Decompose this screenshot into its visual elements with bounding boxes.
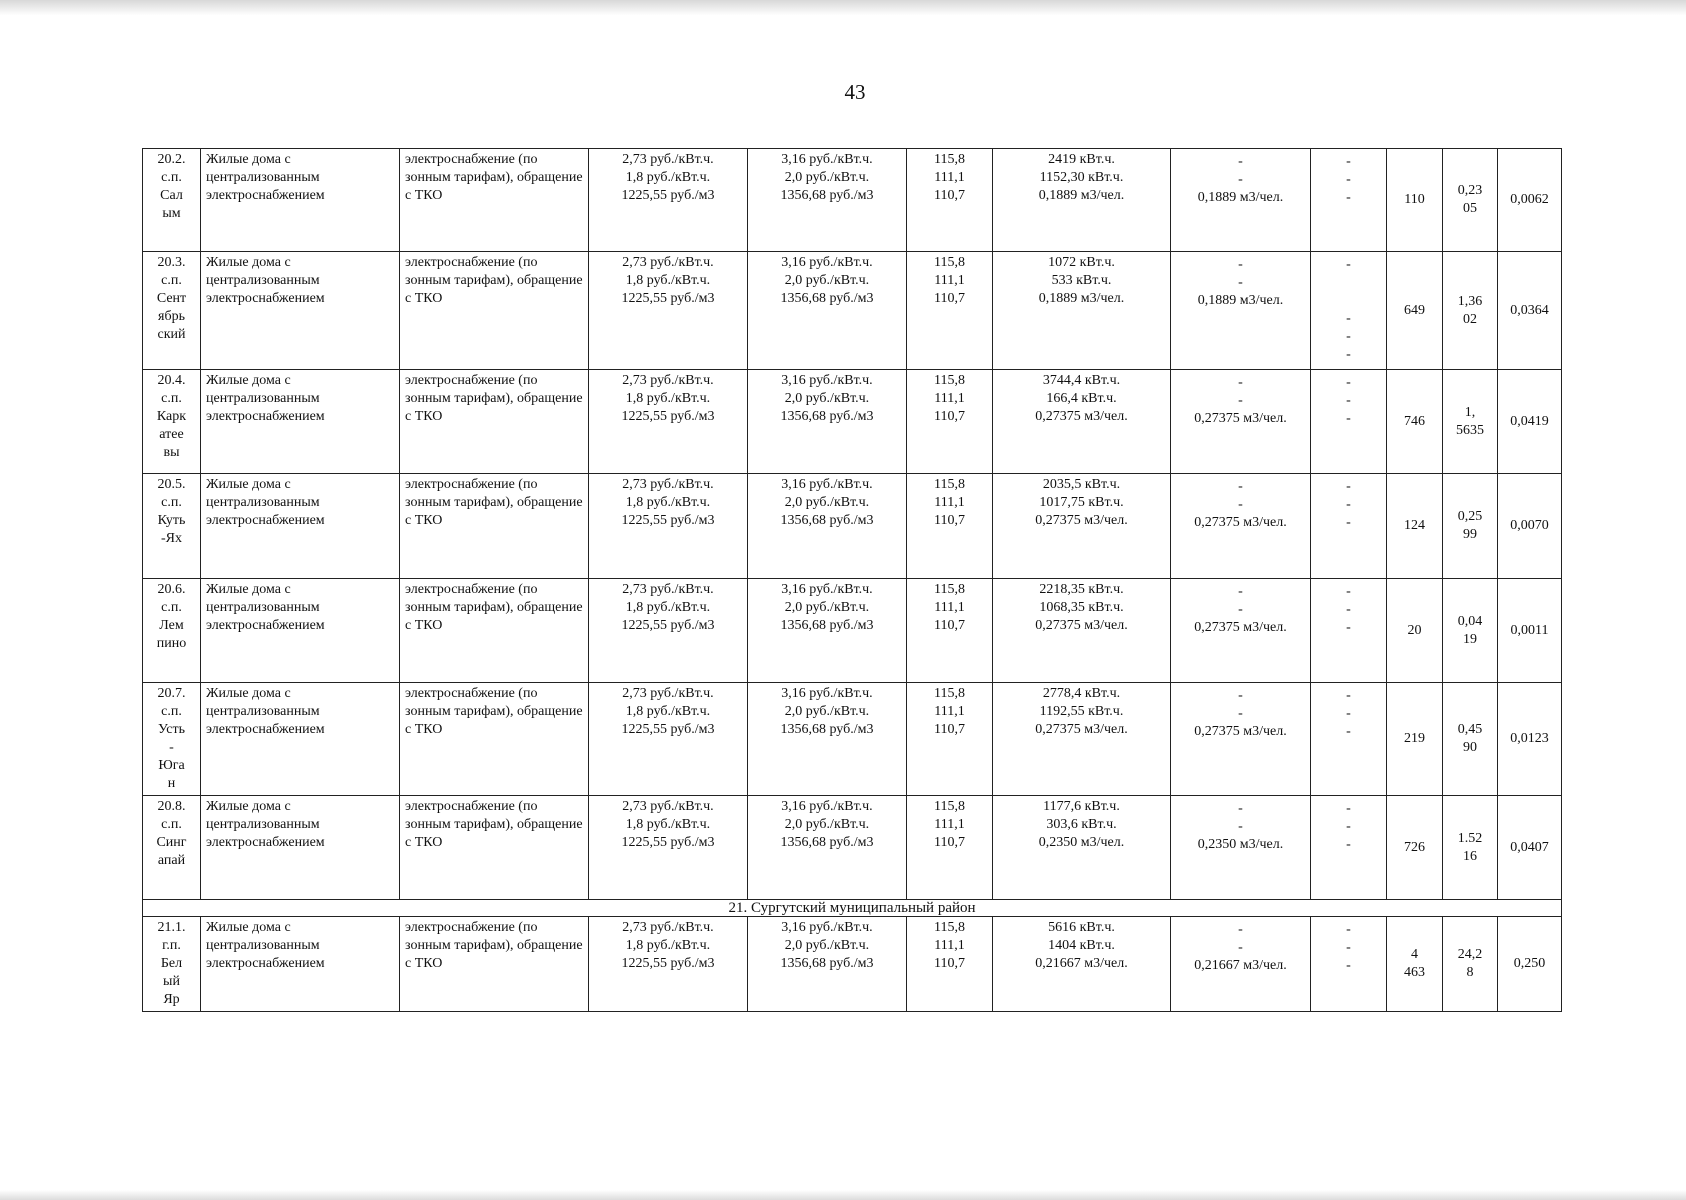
cell-service-text: электроснабжение (по зонным тарифам), обращение с ТКО: [405, 255, 583, 306]
cell-code-text: 20.2. с.п. Сал ым: [157, 152, 186, 221]
cell-dash-text: - - - -: [1346, 257, 1351, 362]
cell-value: [1498, 252, 1562, 370]
cell-norm-text: - - 0,2350 м3/чел.: [1197, 801, 1284, 852]
cell-code-text: 20.6. с.п. Лем пино: [156, 582, 187, 651]
cell-code: [143, 796, 201, 900]
cell-object-text: Жилые дома с централизованным электроснабжением: [206, 799, 325, 850]
cell-population: [1387, 252, 1443, 370]
cell-index-text: 115,8 111,1 110,7: [934, 152, 965, 203]
section-title: 21. Сургутский муниципальный район: [143, 900, 1562, 917]
cell-tariff-after: [748, 683, 907, 796]
cell-dash: [1311, 474, 1387, 579]
cell-service-text: электроснабжение (по зонным тарифам), обращение с ТКО: [405, 582, 583, 633]
cell-population-text: 726: [1404, 839, 1425, 855]
cell-volume-text: 2778,4 кВт.ч. 1192,55 кВт.ч. 0,27375 м3/чел.: [1035, 686, 1128, 737]
cell-dash-text: - - -: [1346, 154, 1351, 205]
cell-service: [400, 370, 589, 474]
cell-value-text: 0,0419: [1510, 413, 1549, 429]
cell-share-text: 1, 5635: [1456, 404, 1484, 438]
scan-edge-top: [0, 0, 1686, 22]
cell-service: [400, 917, 589, 1012]
table-body: [143, 149, 1562, 1012]
cell-value-text: 0,0364: [1510, 302, 1549, 318]
cell-index: [907, 796, 993, 900]
cell-volume-text: 2419 кВт.ч. 1152,30 кВт.ч. 0,1889 м3/чел.: [1038, 152, 1125, 203]
cell-norm: [1171, 796, 1311, 900]
cell-population-text: 649: [1404, 302, 1425, 318]
cell-share: [1443, 917, 1498, 1012]
cell-volume: [993, 149, 1171, 252]
cell-index-text: 115,8 111,1 110,7: [934, 477, 965, 528]
cell-object-text: Жилые дома с централизованным электроснабжением: [206, 255, 325, 306]
cell-share: [1443, 252, 1498, 370]
cell-norm-text: - - 0,27375 м3/чел.: [1194, 375, 1287, 426]
cell-service: [400, 579, 589, 683]
cell-object: [201, 579, 400, 683]
cell-tariff-after: [748, 917, 907, 1012]
table-row: [143, 370, 1562, 474]
cell-tariff-after: [748, 474, 907, 579]
cell-tariff-before: [589, 683, 748, 796]
cell-dash: [1311, 796, 1387, 900]
cell-volume: [993, 796, 1171, 900]
cell-dash: [1311, 149, 1387, 252]
cell-norm-text: - - 0,27375 м3/чел.: [1194, 688, 1287, 739]
cell-object-text: Жилые дома с централизованным электроснабжением: [206, 920, 325, 971]
cell-service: [400, 683, 589, 796]
cell-object: [201, 474, 400, 579]
table-row: [143, 474, 1562, 579]
cell-value: [1498, 370, 1562, 474]
table-row: [143, 917, 1562, 1012]
cell-population: [1387, 579, 1443, 683]
cell-tariff-before-text: 2,73 руб./кВт.ч. 1,8 руб./кВт.ч. 1225,55 руб./м3: [621, 799, 715, 850]
table-row: [143, 796, 1562, 900]
cell-tariff-after: [748, 252, 907, 370]
cell-service: [400, 252, 589, 370]
cell-index: [907, 149, 993, 252]
cell-index: [907, 683, 993, 796]
cell-norm: [1171, 149, 1311, 252]
cell-population: [1387, 370, 1443, 474]
cell-code: [143, 917, 201, 1012]
cell-index-text: 115,8 111,1 110,7: [934, 255, 965, 306]
cell-tariff-before-text: 2,73 руб./кВт.ч. 1,8 руб./кВт.ч. 1225,55 руб./м3: [621, 686, 715, 737]
cell-tariff-after: [748, 370, 907, 474]
cell-object: [201, 796, 400, 900]
cell-object-text: Жилые дома с централизованным электроснабжением: [206, 373, 325, 424]
cell-code-text: 20.8. с.п. Синг апай: [156, 799, 187, 868]
cell-share-text: 0,23 05: [1457, 183, 1483, 216]
cell-object-text: Жилые дома с централизованным электроснабжением: [206, 686, 325, 737]
cell-volume: [993, 579, 1171, 683]
cell-norm-text: - - 0,1889 м3/чел.: [1197, 257, 1284, 308]
cell-tariff-before-text: 2,73 руб./кВт.ч. 1,8 руб./кВт.ч. 1225,55 руб./м3: [621, 920, 715, 971]
cell-value-text: 0,0407: [1510, 839, 1549, 855]
cell-population-text: 124: [1404, 518, 1425, 533]
scan-edge-bottom: [0, 1190, 1686, 1200]
cell-population-text: 110: [1404, 192, 1425, 207]
cell-tariff-after-text: 3,16 руб./кВт.ч. 2,0 руб./кВт.ч. 1356,68 руб./м3: [780, 920, 874, 971]
cell-value-text: 0,0062: [1510, 192, 1549, 207]
cell-tariff-after-text: 3,16 руб./кВт.ч. 2,0 руб./кВт.ч. 1356,68 руб./м3: [780, 582, 874, 633]
cell-service: [400, 796, 589, 900]
cell-service-text: электроснабжение (по зонным тарифам), обращение с ТКО: [405, 799, 583, 850]
cell-object: [201, 917, 400, 1012]
cell-code-text: 20.5. с.п. Куть -Ях: [157, 477, 186, 546]
cell-volume-text: 2218,35 кВт.ч. 1068,35 кВт.ч. 0,27375 м3/чел.: [1035, 582, 1128, 633]
cell-index: [907, 370, 993, 474]
cell-value-text: 0,0123: [1510, 731, 1549, 746]
cell-norm-text: - - 0,27375 м3/чел.: [1194, 479, 1287, 530]
cell-volume-text: 3744,4 кВт.ч. 166,4 кВт.ч. 0,27375 м3/чел.: [1035, 373, 1128, 424]
cell-dash-text: - - -: [1346, 479, 1351, 530]
cell-norm: [1171, 683, 1311, 796]
cell-object-text: Жилые дома с централизованным электроснабжением: [206, 477, 325, 528]
cell-share-text: 1,36 02: [1457, 293, 1483, 327]
cell-share-text: 0,25 99: [1457, 509, 1483, 542]
cell-index: [907, 474, 993, 579]
cell-population-text: 20: [1407, 622, 1422, 638]
cell-population: [1387, 474, 1443, 579]
cell-value: [1498, 917, 1562, 1012]
cell-volume: [993, 474, 1171, 579]
table-row: [143, 252, 1562, 370]
cell-population: [1387, 683, 1443, 796]
cell-dash-text: - - -: [1346, 688, 1351, 739]
cell-index-text: 115,8 111,1 110,7: [934, 373, 965, 424]
cell-object-text: Жилые дома с централизованным электроснабжением: [206, 152, 325, 203]
cell-index: [907, 579, 993, 683]
cell-index: [907, 252, 993, 370]
cell-share: [1443, 683, 1498, 796]
cell-tariff-before-text: 2,73 руб./кВт.ч. 1,8 руб./кВт.ч. 1225,55 руб./м3: [621, 582, 715, 633]
cell-norm: [1171, 917, 1311, 1012]
cell-norm-text: - - 0,1889 м3/чел.: [1197, 154, 1284, 205]
cell-share: [1443, 149, 1498, 252]
cell-dash: [1311, 370, 1387, 474]
cell-tariff-before-text: 2,73 руб./кВт.ч. 1,8 руб./кВт.ч. 1225,55 руб./м3: [621, 152, 715, 203]
cell-code-text: 20.4. с.п. Карк атее вы: [156, 373, 187, 460]
cell-dash-text: - - -: [1346, 922, 1351, 973]
cell-code-text: 21.1. г.п. Бел ый Яр: [157, 920, 186, 1007]
cell-volume-text: 5616 кВт.ч. 1404 кВт.ч. 0,21667 м3/чел.: [1035, 920, 1128, 971]
cell-tariff-before-text: 2,73 руб./кВт.ч. 1,8 руб./кВт.ч. 1225,55 руб./м3: [621, 255, 715, 306]
cell-code: [143, 683, 201, 796]
cell-share: [1443, 579, 1498, 683]
cell-population-text: 4 463: [1404, 947, 1425, 980]
table-row: [143, 683, 1562, 796]
cell-code-text: 20.7. с.п. Усть - Юга н: [157, 686, 186, 791]
cell-dash: [1311, 917, 1387, 1012]
cell-dash-text: - - -: [1346, 801, 1351, 852]
page-number: 43: [844, 80, 866, 104]
cell-value: [1498, 796, 1562, 900]
cell-volume-text: 1072 кВт.ч. 533 кВт.ч. 0,1889 м3/чел.: [1038, 255, 1125, 306]
cell-code: [143, 579, 201, 683]
cell-tariff-after-text: 3,16 руб./кВт.ч. 2,0 руб./кВт.ч. 1356,68 руб./м3: [780, 477, 874, 528]
cell-service-text: электроснабжение (по зонным тарифам), обращение с ТКО: [405, 477, 583, 528]
cell-share-text: 0,45 90: [1457, 722, 1483, 755]
cell-dash: [1311, 683, 1387, 796]
cell-service-text: электроснабжение (по зонным тарифам), обращение с ТКО: [405, 373, 583, 424]
cell-share: [1443, 796, 1498, 900]
cell-tariff-after: [748, 796, 907, 900]
cell-tariff-before: [589, 149, 748, 252]
cell-dash-text: - - -: [1346, 584, 1351, 635]
cell-tariff-after: [748, 149, 907, 252]
cell-share-text: 24,2 8: [1457, 947, 1483, 980]
cell-service-text: электроснабжение (по зонным тарифам), обращение с ТКО: [405, 920, 583, 971]
cell-volume-text: 2035,5 кВт.ч. 1017,75 кВт.ч. 0,27375 м3/чел.: [1035, 477, 1128, 528]
cell-value-text: 0,0070: [1510, 518, 1549, 533]
table-row: [143, 149, 1562, 252]
cell-population-text: 219: [1404, 731, 1425, 746]
cell-index-text: 115,8 111,1 110,7: [934, 582, 965, 633]
cell-norm: [1171, 474, 1311, 579]
cell-index-text: 115,8 111,1 110,7: [934, 799, 965, 850]
cell-share-text: 1.52 16: [1457, 830, 1483, 864]
cell-norm: [1171, 252, 1311, 370]
cell-norm-text: - - 0,27375 м3/чел.: [1194, 584, 1287, 635]
cell-volume: [993, 683, 1171, 796]
section-row: [143, 900, 1562, 917]
cell-value: [1498, 149, 1562, 252]
cell-volume-text: 1177,6 кВт.ч. 303,6 кВт.ч. 0,2350 м3/чел.: [1038, 799, 1125, 850]
cell-value-text: 0,0011: [1510, 622, 1549, 638]
cell-volume: [993, 252, 1171, 370]
cell-tariff-before: [589, 252, 748, 370]
cell-service-text: электроснабжение (по зонным тарифам), обращение с ТКО: [405, 686, 583, 737]
cell-tariff-after-text: 3,16 руб./кВт.ч. 2,0 руб./кВт.ч. 1356,68 руб./м3: [780, 799, 874, 850]
cell-service: [400, 149, 589, 252]
cell-share: [1443, 474, 1498, 579]
cell-norm-text: - - 0,21667 м3/чел.: [1194, 922, 1287, 973]
cell-share: [1443, 370, 1498, 474]
cell-tariff-after-text: 3,16 руб./кВт.ч. 2,0 руб./кВт.ч. 1356,68 руб./м3: [780, 373, 874, 424]
cell-dash-text: - - -: [1346, 375, 1351, 426]
cell-index-text: 115,8 111,1 110,7: [934, 920, 965, 971]
cell-code: [143, 474, 201, 579]
cell-tariff-before: [589, 579, 748, 683]
cell-object: [201, 683, 400, 796]
cell-code-text: 20.3. с.п. Сент ябрь ский: [156, 255, 187, 342]
cell-tariff-before: [589, 796, 748, 900]
cell-tariff-after-text: 3,16 руб./кВт.ч. 2,0 руб./кВт.ч. 1356,68 руб./м3: [780, 686, 874, 737]
cell-service: [400, 474, 589, 579]
cell-tariff-before: [589, 474, 748, 579]
cell-tariff-before-text: 2,73 руб./кВт.ч. 1,8 руб./кВт.ч. 1225,55 руб./м3: [621, 477, 715, 528]
cell-service-text: электроснабжение (по зонным тарифам), обращение с ТКО: [405, 152, 583, 203]
cell-object: [201, 370, 400, 474]
cell-dash: [1311, 252, 1387, 370]
cell-dash: [1311, 579, 1387, 683]
cell-tariff-after: [748, 579, 907, 683]
cell-value: [1498, 474, 1562, 579]
cell-volume: [993, 917, 1171, 1012]
cell-index-text: 115,8 111,1 110,7: [934, 686, 965, 737]
cell-share-text: 0,04 19: [1457, 613, 1483, 647]
cell-code: [143, 370, 201, 474]
cell-value-text: 0,250: [1513, 956, 1546, 971]
cell-norm: [1171, 579, 1311, 683]
cell-norm: [1171, 370, 1311, 474]
cell-value: [1498, 683, 1562, 796]
cell-object: [201, 149, 400, 252]
cell-tariff-after-text: 3,16 руб./кВт.ч. 2,0 руб./кВт.ч. 1356,68 руб./м3: [780, 152, 874, 203]
cell-object-text: Жилые дома с централизованным электроснабжением: [206, 582, 325, 633]
tariff-table: [142, 148, 1562, 1012]
cell-population-text: 746: [1404, 413, 1425, 429]
cell-population: [1387, 149, 1443, 252]
cell-tariff-after-text: 3,16 руб./кВт.ч. 2,0 руб./кВт.ч. 1356,68 руб./м3: [780, 255, 874, 306]
cell-tariff-before: [589, 917, 748, 1012]
cell-tariff-before: [589, 370, 748, 474]
cell-value: [1498, 579, 1562, 683]
cell-population: [1387, 796, 1443, 900]
cell-volume: [993, 370, 1171, 474]
table-row: [143, 579, 1562, 683]
cell-code: [143, 149, 201, 252]
cell-code: [143, 252, 201, 370]
cell-tariff-before-text: 2,73 руб./кВт.ч. 1,8 руб./кВт.ч. 1225,55 руб./м3: [621, 373, 715, 424]
cell-population: [1387, 917, 1443, 1012]
cell-object: [201, 252, 400, 370]
cell-index: [907, 917, 993, 1012]
